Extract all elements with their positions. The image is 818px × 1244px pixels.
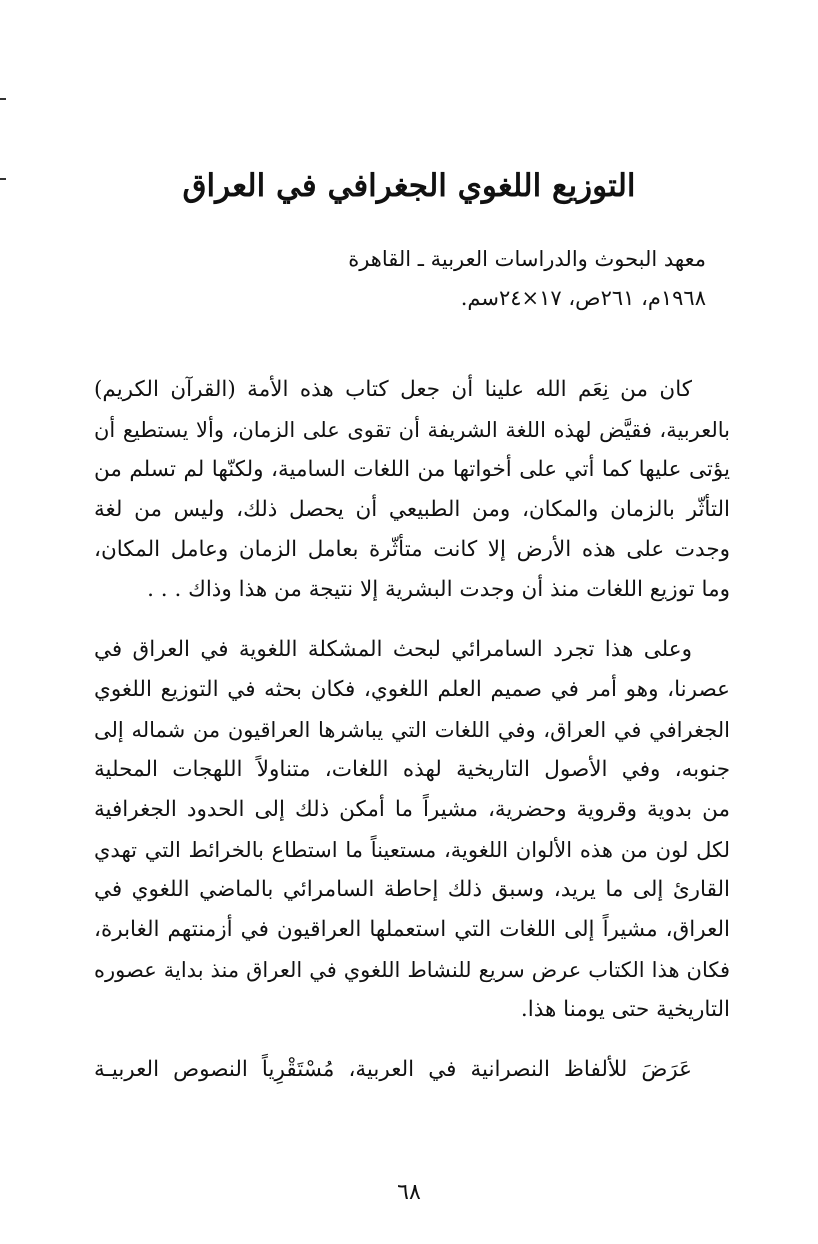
text-line: عَرَضَ للألفاظ النصرانية في العربية، مُسْتَقْرِياً النصوص العربيـة [94, 1057, 692, 1082]
page-title: التوزيع اللغوي الجغرافي في العراق [182, 168, 636, 204]
body-text [94, 370, 730, 1110]
paragraph-3 [94, 1050, 730, 1090]
text-line: الجغرافي في العراق، وفي اللغات التي يباشرها العراقيون من شماله إلى [94, 718, 730, 742]
text-line: جنوبه، وفي الأصول التاريخية لهذه اللغات، متناولاً اللهجات المحلية [94, 757, 730, 782]
text-line: لكل لون من هذه الألوان اللغوية، مستعيناً ما استطاع بالخرائط التي تهدي [94, 838, 730, 862]
text-line: كان من نِعَم الله علينا أن جعل كتاب هذه الأمة (القرآن الكريم) [94, 377, 692, 402]
scan-edge-mark [0, 98, 6, 100]
text-line: فكان هذا الكتاب عرض سريع للنشاط اللغوي في العراق منذ بداية عصوره [94, 958, 730, 982]
text-line: وجدت على هذه الأرض إلا كانت متأثّرة بعامل الزمان وعامل المكان، [94, 537, 730, 562]
text-line: القارئ إلى ما يريد، وسبق ذلك إحاطة السامرائي بالماضي اللغوي في [94, 877, 730, 902]
text-line: يؤتى عليها كما أتي على أخواتها من اللغات السامية، ولكنّها لم تسلم من [94, 457, 730, 482]
text-line: بالعربية، فقيَّض لهذه اللغة الشريفة أن تقوى على الزمان، وألا يستطيع أن [94, 418, 730, 442]
paragraph-1 [94, 370, 730, 610]
text-line: التاريخية حتى يومنا هذا. [520, 997, 730, 1022]
paragraph-2 [94, 630, 730, 1030]
book-publication-info [106, 240, 706, 318]
text-line: عصرنا، وهو أمر في صميم العلم اللغوي، فكان بحثه في التوزيع اللغوي [94, 677, 730, 702]
publisher-line: معهد البحوث والدراسات العربية ـ القاهرة [348, 247, 706, 271]
scan-edge-mark [0, 178, 6, 180]
page-number: ٦٨ [397, 1180, 421, 1205]
text-line: وما توزيع اللغات منذ أن وجدت البشرية إلا نتيجة من هذا وذاك . . . [147, 577, 730, 602]
text-line: من بدوية وقروية وحضرية، مشيراً ما أمكن ذلك إلى الحدود الجغرافية [94, 797, 730, 822]
text-line: التأثّر بالزمان والمكان، ومن الطبيعي أن يحصل ذلك، وليس من لغة [94, 497, 730, 522]
text-line: وعلى هذا تجرد السامرائي لبحث المشكلة اللغوية في العراق في [94, 637, 692, 662]
text-line: العراق، مشيراً إلى اللغات التي استعملها العراقيون في أزمنتهم الغابرة، [94, 917, 730, 942]
publication-details-line: ١٩٦٨م، ٢٦١ص، ١٧×٢٤سم. [460, 286, 706, 310]
